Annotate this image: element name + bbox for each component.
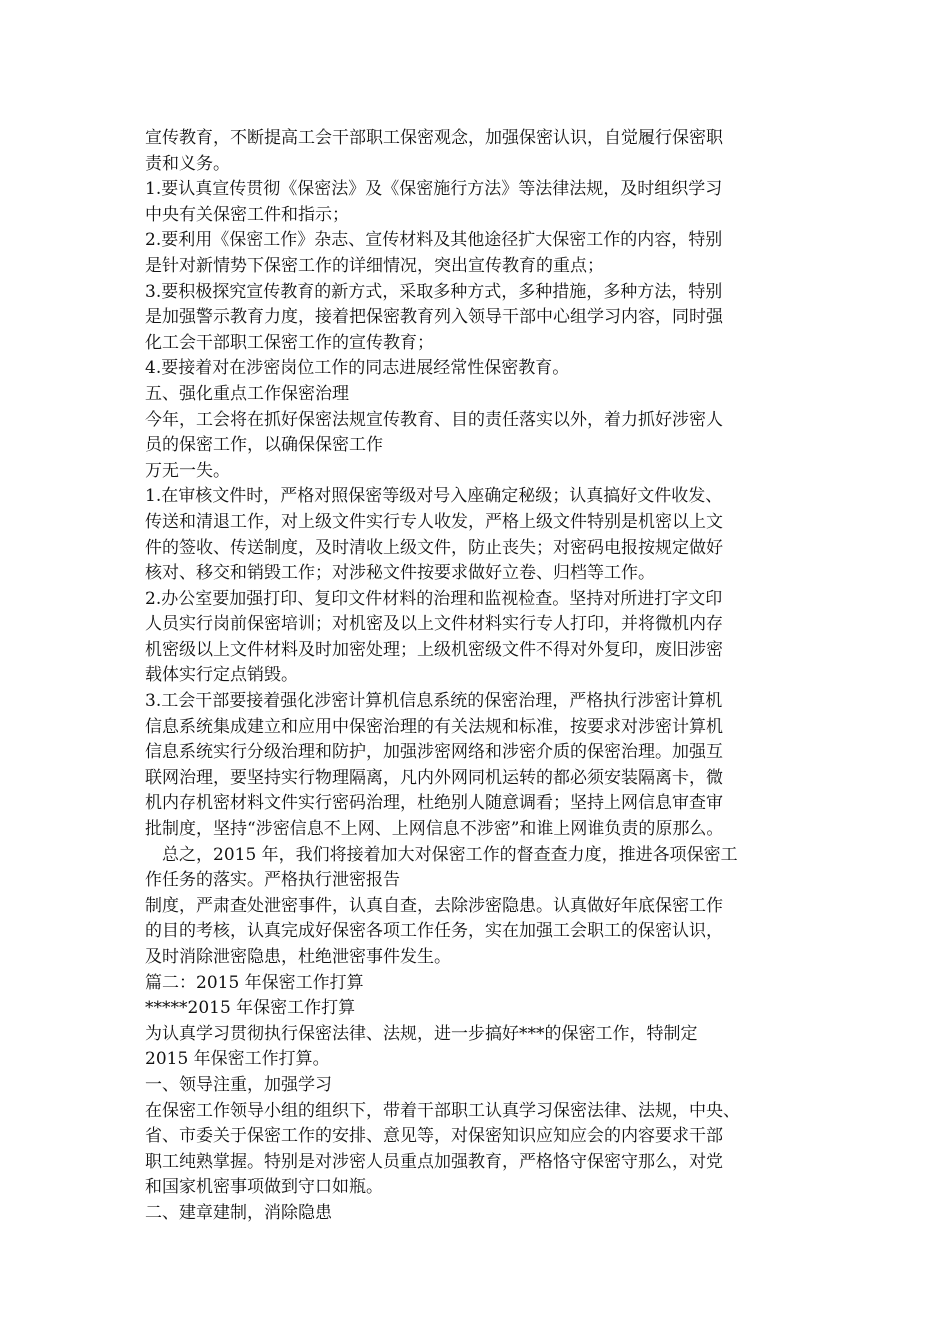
- text-line: 今年，工会将在抓好保密法规宣传教育、目的责任落实以外，着力抓好涉密人: [145, 409, 723, 430]
- text-line: 核对、移交和销毁工作；对涉秘文件按要求做好立卷、归档等工作。: [145, 563, 655, 584]
- text-line: 1.在审核文件时，严格对照保密等级对号入座确定秘级；认真搞好文件收发、: [145, 486, 723, 507]
- text-line: 3.要积极探究宣传教育的新方式，采取多种方式，多种措施，多种方法，特别: [145, 281, 723, 302]
- document-body: [145, 126, 815, 1227]
- text-line: 联网治理，要坚持实行物理隔离，凡内外网同机运转的都必须安装隔离卡，微: [145, 767, 723, 788]
- text-line: 在保密工作领导小组的组织下，带着干部职工认真学习保密法律、法规，中央、: [145, 1100, 740, 1121]
- text-line: 机密级以上文件材料及时加密处理；上级机密级文件不得对外复印，废旧涉密: [145, 639, 723, 660]
- text-line: 2015 年保密工作打算。: [145, 1049, 330, 1070]
- text-line: 员的保密工作，以确保保密工作: [145, 435, 383, 456]
- text-line: 职工纯熟掌握。特别是对涉密人员重点加强教育，严格恪守保密守那么，对党: [145, 1151, 723, 1172]
- text-line: 件的签收、传送制度，及时清收上级文件，防止丧失；对密码电报按规定做好: [145, 537, 723, 558]
- text-line: 和国家机密事项做到守口如瓶。: [145, 1177, 383, 1198]
- text-line: 的目的考核，认真完成好保密各项工作任务，实在加强工会职工的保密认识，: [145, 921, 723, 942]
- text-line: 4.要接着对在涉密岗位工作的同志进展经常性保密教育。: [145, 358, 570, 379]
- text-line: 五、强化重点工作保密治理: [145, 383, 349, 404]
- text-line: *****2015 年保密工作打算: [145, 998, 356, 1019]
- text-line: 省、市委关于保密工作的安排、意见等，对保密知识应知应会的内容要求干部: [145, 1126, 723, 1147]
- text-line: 机内存机密材料文件实行密码治理，杜绝别人随意调看；坚持上网信息审查审: [145, 793, 723, 814]
- text-line: 二、建章建制，消除隐患: [145, 1202, 332, 1223]
- text-line: 3.工会干部要接着强化涉密计算机信息系统的保密治理，严格执行涉密计算机: [145, 691, 723, 712]
- text-line: 制度，严肃查处泄密事件，认真自查，去除涉密隐患。认真做好年底保密工作: [145, 895, 723, 916]
- text-line: 批制度，坚持“涉密信息不上网、上网信息不涉密”和谁上网谁负责的原那么。: [145, 819, 724, 840]
- text-line: 作任务的落实。严格执行泄密报告: [145, 870, 400, 891]
- text-line: 责和义务。: [145, 153, 230, 174]
- text-line: 总之，2015 年，我们将接着加大对保密工作的督查查力度，推进各项保密工: [145, 844, 738, 865]
- text-line: 传送和清退工作，对上级文件实行专人收发，严格上级文件特别是机密以上文: [145, 511, 723, 532]
- text-line: 一、领导注重，加强学习: [145, 1074, 332, 1095]
- text-line: 是加强警示教育力度，接着把保密教育列入领导干部中心组学习内容，同时强: [145, 307, 723, 328]
- text-line: 及时消除泄密隐患，杜绝泄密事件发生。: [145, 947, 451, 967]
- text-line: 2.要利用《保密工作》杂志、宣传材料及其他途径扩大保密工作的内容，特别: [145, 230, 723, 251]
- text-line: 万无一失。: [145, 460, 230, 481]
- text-line: 1.要认真宣传贯彻《保密法》及《保密施行方法》等法律法规，及时组织学习: [145, 179, 723, 200]
- text-line: 2.办公室要加强打印、复印文件材料的治理和监视检查。坚持对所进打字文印: [145, 588, 723, 609]
- text-line: 信息系统集成建立和应用中保密治理的有关法规和标准，按要求对涉密计算机: [145, 716, 723, 737]
- text-line: 是针对新情势下保密工作的详细情况，突出宣传教育的重点；: [145, 255, 604, 276]
- text-line: 为认真学习贯彻执行保密法律、法规，进一步搞好***的保密工作，特制定: [145, 1023, 698, 1044]
- text-line: 中央有关保密工件和指示；: [145, 204, 349, 225]
- text-line: 化工会干部职工保密工作的宣传教育；: [145, 332, 434, 353]
- text-line: 载体实行定点销毁。: [145, 665, 298, 686]
- text-line: 篇二：2015 年保密工作打算: [145, 972, 364, 993]
- text-line: 人员实行岗前保密培训；对机密及以上文件材料实行专人打印，并将微机内存: [145, 614, 723, 635]
- text-line: 信息系统实行分级治理和防护，加强涉密网络和涉密介质的保密治理。加强互: [145, 742, 723, 763]
- text-line: 宣传教育，不断提高工会干部职工保密观念，加强保密认识，自觉履行保密职: [145, 128, 723, 148]
